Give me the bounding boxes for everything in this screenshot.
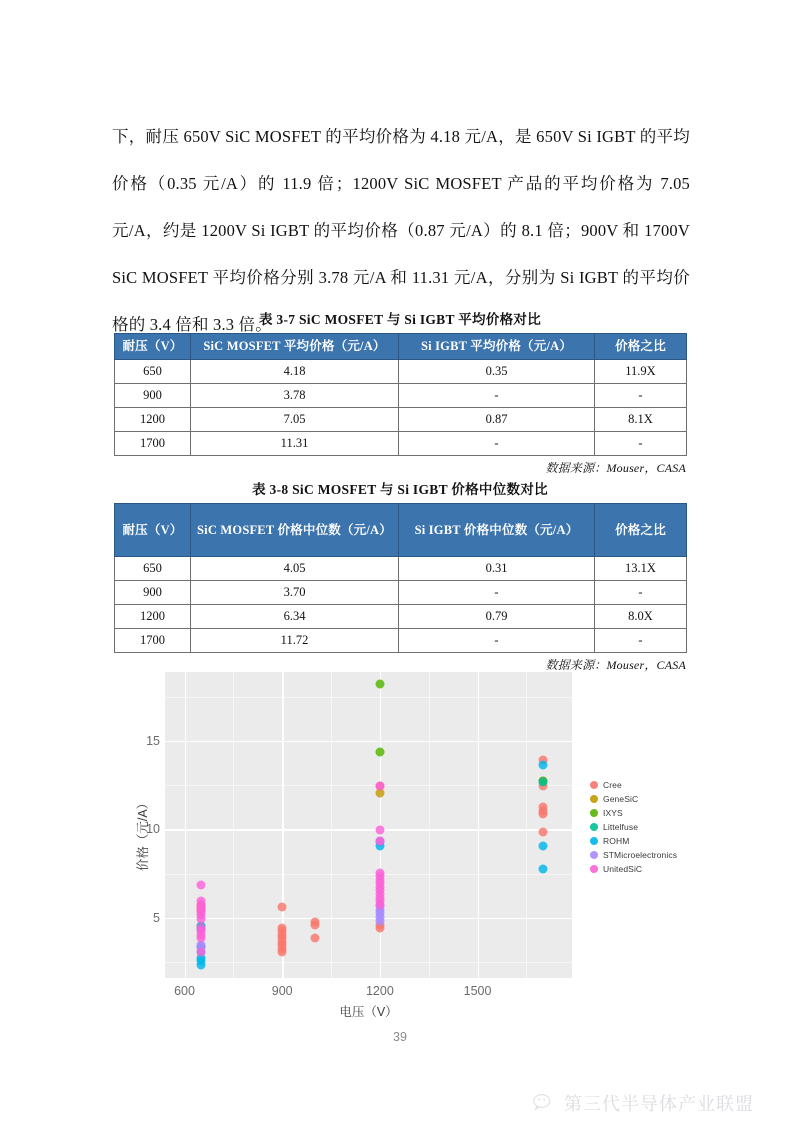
- legend-item-label: IXYS: [603, 808, 623, 818]
- cell-si-price: 0.31: [399, 557, 595, 581]
- cell-sic-price: 11.31: [191, 431, 399, 455]
- cell-voltage: 650: [115, 359, 191, 383]
- table-header-row: [115, 334, 687, 360]
- cell-ratio: -: [595, 629, 687, 653]
- cell-si-price: -: [399, 383, 595, 407]
- column-header-price-ratio: 价格之比: [595, 334, 687, 360]
- column-header-voltage: 耐压（V）: [115, 334, 191, 360]
- scatter-point: [538, 828, 547, 837]
- cell-voltage: 900: [115, 383, 191, 407]
- table-3-8-block: [114, 478, 686, 673]
- column-header-si-igbt-avg-price: Si IGBT 平均价格（元/A）: [399, 334, 595, 360]
- grid-minor-horizontal: [165, 785, 572, 786]
- x-axis-tick-label: 1200: [365, 984, 394, 998]
- cell-sic-price: 3.70: [191, 581, 399, 605]
- cell-si-price: -: [399, 581, 595, 605]
- scatter-point: [538, 865, 547, 874]
- table-3-7-block: [114, 308, 686, 476]
- legend-item[interactable]: [590, 834, 677, 848]
- legend-color-swatch: [590, 865, 598, 873]
- grid-minor-horizontal: [165, 697, 572, 698]
- cell-si-price: 0.35: [399, 359, 595, 383]
- grid-major-vertical: [478, 672, 479, 978]
- table-row: [115, 407, 687, 431]
- table-row: [115, 359, 687, 383]
- scatter-point: [375, 748, 384, 757]
- table-row: [115, 431, 687, 455]
- cell-si-price: 0.79: [399, 605, 595, 629]
- cell-voltage: 1700: [115, 431, 191, 455]
- scatter-point: [278, 948, 287, 957]
- y-axis-tick-label: 5: [153, 910, 160, 925]
- scatter-point: [196, 934, 205, 943]
- scatter-point: [375, 680, 384, 689]
- cell-sic-price: 11.72: [191, 629, 399, 653]
- legend-item-label: ROHM: [603, 836, 630, 846]
- chart-y-axis-title: 价格（元/A）: [136, 796, 150, 872]
- scatter-point: [538, 842, 547, 851]
- scatter-point: [375, 900, 384, 909]
- legend-color-swatch: [590, 823, 598, 831]
- cell-ratio: 11.9X: [595, 359, 687, 383]
- legend-color-swatch: [590, 795, 598, 803]
- grid-major-horizontal: [165, 741, 572, 742]
- legend-item-label: UnitedSiC: [603, 864, 643, 874]
- cell-voltage: 650: [115, 557, 191, 581]
- legend-item[interactable]: [590, 792, 677, 806]
- column-header-si-igbt-median-price: Si IGBT 价格中位数（元/A）: [399, 504, 595, 557]
- y-axis-tick-label: 10: [146, 822, 160, 837]
- column-header-sic-avg-price: SiC MOSFET 平均价格（元/A）: [191, 334, 399, 360]
- legend-item-label: Cree: [603, 780, 622, 790]
- grid-minor-vertical: [233, 672, 234, 978]
- column-header-sic-median-price: SiC MOSFET 价格中位数（元/A）: [191, 504, 399, 557]
- legend-item-label: GeneSiC: [603, 794, 639, 804]
- cell-ratio: -: [595, 431, 687, 455]
- table-3-8: [114, 503, 687, 653]
- scatter-point: [196, 948, 205, 957]
- table-row: [115, 557, 687, 581]
- y-axis-tick-label: 15: [146, 733, 160, 748]
- grid-major-vertical: [185, 672, 186, 978]
- cell-sic-price: 7.05: [191, 407, 399, 431]
- table-row: [115, 629, 687, 653]
- cell-si-price: -: [399, 629, 595, 653]
- cell-voltage: 1200: [115, 407, 191, 431]
- legend-item-label: Littelfuse: [603, 822, 639, 832]
- chart-plot-panel: [165, 672, 572, 978]
- grid-major-horizontal: [165, 829, 572, 830]
- watermark-label: 第三代半导体产业联盟: [564, 1094, 754, 1114]
- price-voltage-scatter-chart: [128, 668, 688, 1018]
- wechat-icon: [533, 1093, 557, 1113]
- legend-item[interactable]: [590, 820, 677, 834]
- table-header-row: [115, 504, 687, 557]
- scatter-point: [310, 934, 319, 943]
- cell-ratio: 8.1X: [595, 407, 687, 431]
- x-axis-tick-label: 600: [174, 984, 195, 998]
- page-number: 39: [393, 1030, 407, 1044]
- cell-sic-price: 4.05: [191, 557, 399, 581]
- grid-minor-horizontal: [165, 962, 572, 963]
- column-header-voltage: 耐压（V）: [115, 504, 191, 557]
- table-3-8-source: 数据来源：Mouser，CASA: [545, 658, 686, 672]
- table-3-7-caption: 表 3-7 SiC MOSFET 与 Si IGBT 平均价格对比: [258, 312, 542, 327]
- scatter-point: [375, 836, 384, 845]
- cell-voltage: 1700: [115, 629, 191, 653]
- cell-si-price: -: [399, 431, 595, 455]
- cell-sic-price: 3.78: [191, 383, 399, 407]
- legend-item-label: STMicroelectronics: [603, 850, 678, 860]
- cell-sic-price: 4.18: [191, 359, 399, 383]
- scatter-point: [278, 903, 287, 912]
- legend-item[interactable]: [590, 862, 677, 876]
- cell-si-price: 0.87: [399, 407, 595, 431]
- cell-ratio: 13.1X: [595, 557, 687, 581]
- legend-item[interactable]: [590, 778, 677, 792]
- cell-voltage: 1200: [115, 605, 191, 629]
- table-row: [115, 605, 687, 629]
- legend-color-swatch: [590, 851, 598, 859]
- grid-minor-vertical: [526, 672, 527, 978]
- scatter-point: [375, 782, 384, 791]
- scatter-point: [538, 777, 547, 786]
- cell-ratio: -: [595, 581, 687, 605]
- scatter-point: [538, 810, 547, 819]
- grid-major-horizontal: [165, 918, 572, 919]
- body-paragraph: 下，耐压 650V SiC MOSFET 的平均价格为 4.18 元/A，是 650V Si IGBT 的平均价格（0.35 元/A）的 11.9 倍；1200V SiC MOSFET 产品的平均价格为 7.05 元/A，约是 1200V Si IGBT 的平均价格（0.87 元/A）的 8.1 倍；900V 和 1700V SiC MOSFET 平均价格分别 3.78 元/A 和 11.31 元/A，分别为 Si IGBT 的平均价格的 3.4 倍和 3.3 倍。: [112, 126, 690, 334]
- scatter-point: [375, 826, 384, 835]
- table-row: [115, 581, 687, 605]
- scatter-point: [310, 920, 319, 929]
- table-3-7: [114, 333, 687, 456]
- legend-color-swatch: [590, 781, 598, 789]
- legend-color-swatch: [590, 809, 598, 817]
- legend-item[interactable]: [590, 848, 677, 862]
- grid-minor-horizontal: [165, 874, 572, 875]
- cell-sic-price: 6.34: [191, 605, 399, 629]
- column-header-price-ratio: 价格之比: [595, 504, 687, 557]
- cell-voltage: 900: [115, 581, 191, 605]
- x-axis-tick-label: 900: [271, 984, 293, 998]
- legend-item[interactable]: [590, 806, 677, 820]
- cell-ratio: 8.0X: [595, 605, 687, 629]
- cell-ratio: -: [595, 383, 687, 407]
- table-row: [115, 383, 687, 407]
- chart-x-axis-title: 电压（V）: [339, 1005, 398, 1019]
- table-3-7-source: 数据来源：Mouser，CASA: [545, 460, 686, 475]
- x-axis-tick-label: 1500: [463, 984, 492, 998]
- scatter-point: [196, 914, 205, 923]
- scatter-point: [538, 760, 547, 769]
- chart-legend: [590, 778, 677, 876]
- grid-minor-vertical: [331, 672, 332, 978]
- footer-watermark: [533, 1090, 754, 1116]
- scatter-point: [196, 881, 205, 890]
- table-3-8-caption: 表 3-8 SiC MOSFET 与 Si IGBT 价格中位数对比: [252, 482, 548, 497]
- legend-color-swatch: [590, 837, 598, 845]
- grid-minor-vertical: [429, 672, 430, 978]
